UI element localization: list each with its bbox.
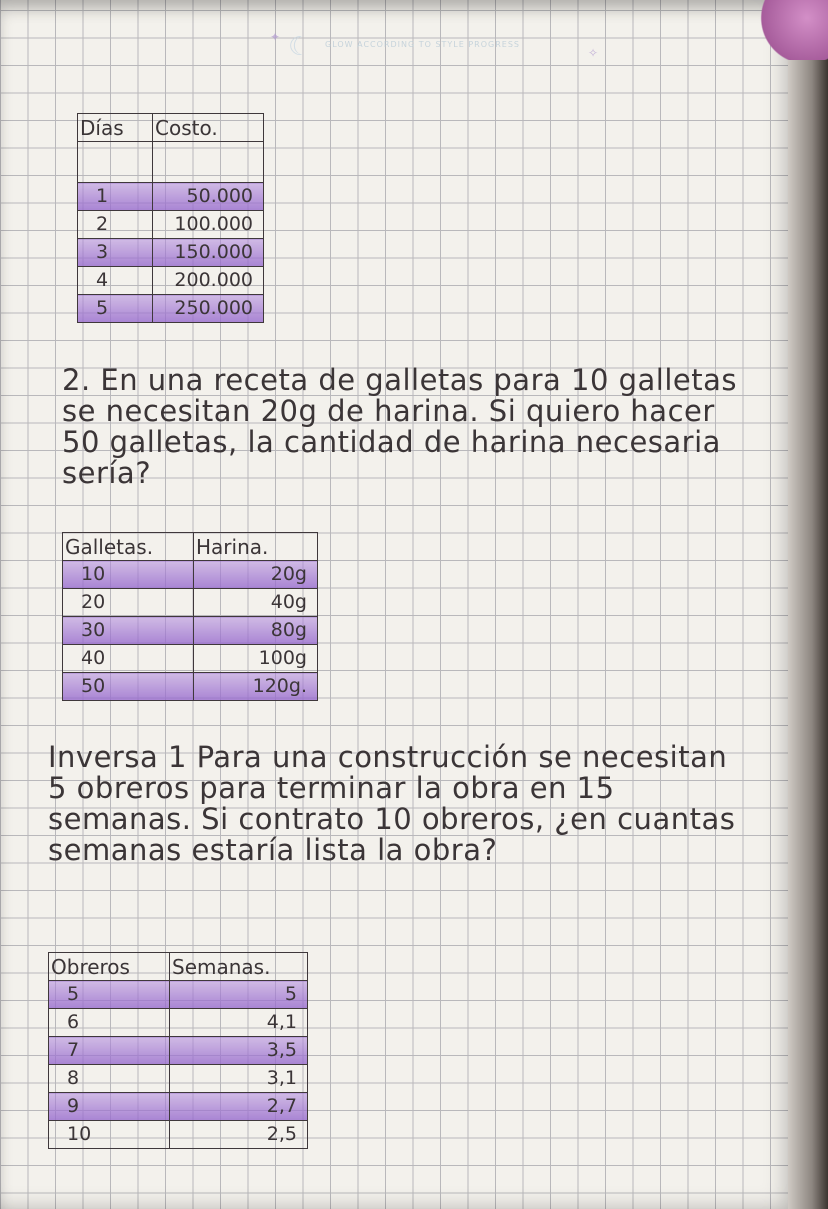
sparkle-icon: ✦ <box>270 30 282 44</box>
moon-icon: ☾ <box>288 32 313 62</box>
table-cell: 100.000 <box>153 211 264 239</box>
problem-line: se necesitan 20g de harina. Si quiero hacer <box>62 394 715 428</box>
problem-line: sería? <box>62 456 152 490</box>
table-cell: 100g <box>194 645 318 673</box>
table-cell: 120g. <box>194 673 318 701</box>
table-obreros-semanas <box>48 952 308 1149</box>
table-cell: 80g <box>194 617 318 645</box>
table-header-row <box>49 953 308 981</box>
problem-2-text <box>62 365 737 489</box>
table-row <box>49 1009 308 1037</box>
table-cell: 3 <box>78 239 153 267</box>
column-header-harina: Harina. <box>194 533 318 561</box>
table-cell: 8 <box>49 1065 170 1093</box>
problem-line: Inversa 1 Para una construcción se necesitan <box>48 740 728 774</box>
table-cell: 1 <box>78 183 153 211</box>
table-cell: 9 <box>49 1093 170 1121</box>
table-row <box>49 981 308 1009</box>
table-header-row <box>78 114 264 142</box>
star-icon: ✧ <box>588 46 600 60</box>
table-row <box>49 1065 308 1093</box>
column-header-obreros: Obreros <box>49 953 170 981</box>
table-cell: 20 <box>63 589 194 617</box>
table-cell: 6 <box>49 1009 170 1037</box>
table-dias-costo <box>77 113 264 323</box>
column-header-costo: Costo. <box>153 114 264 142</box>
table-row <box>78 267 264 295</box>
problem-line: semanas. Si contrato 10 obreros, ¿en cuantas <box>48 802 736 836</box>
table-row <box>63 561 318 589</box>
table-row <box>78 211 264 239</box>
table-cell: 10 <box>49 1121 170 1149</box>
table-row <box>49 1121 308 1149</box>
header-decoration-text: GLOW ACCORDING TO STYLE PROGRESS <box>325 40 521 49</box>
table-cell: 2 <box>78 211 153 239</box>
column-header-dias: Días <box>78 114 153 142</box>
table-cell: 150.000 <box>153 239 264 267</box>
table-cell: 20g <box>194 561 318 589</box>
column-header-semanas: Semanas. <box>170 953 308 981</box>
table-cell: 50.000 <box>153 183 264 211</box>
table-cell: 200.000 <box>153 267 264 295</box>
table-row <box>63 673 318 701</box>
notebook-pink-tab <box>758 0 828 60</box>
table-row <box>63 617 318 645</box>
table-cell: 5 <box>49 981 170 1009</box>
problem-line: 5 obreros para terminar la obra en 15 <box>48 771 615 805</box>
table-cell: 3,5 <box>170 1037 308 1065</box>
table-cell: 3,1 <box>170 1065 308 1093</box>
table-cell: 10 <box>63 561 194 589</box>
table-row <box>49 1093 308 1121</box>
table-cell: 4,1 <box>170 1009 308 1037</box>
problem-line: 2. En una receta de galletas para 10 galletas <box>62 363 737 397</box>
table-row <box>78 239 264 267</box>
table-cell: 2,5 <box>170 1121 308 1149</box>
page-header-decoration <box>270 28 600 68</box>
table-cell: 2,7 <box>170 1093 308 1121</box>
page-edge <box>788 0 828 1209</box>
table-header-row <box>63 533 318 561</box>
table-row <box>78 295 264 323</box>
problem-line: 50 galletas, la cantidad de harina necesaria <box>62 425 721 459</box>
problem-inversa-1-text <box>48 742 735 866</box>
table-cell: 7 <box>49 1037 170 1065</box>
problem-line: semanas estaría lista la obra? <box>48 833 498 867</box>
table-cell: 40g <box>194 589 318 617</box>
table-galletas-harina <box>62 532 318 701</box>
table-cell: 5 <box>78 295 153 323</box>
table-cell: 5 <box>170 981 308 1009</box>
table-blank-row <box>78 142 264 183</box>
table-row <box>63 645 318 673</box>
table-cell: 50 <box>63 673 194 701</box>
column-header-galletas: Galletas. <box>63 533 194 561</box>
table-cell: 250.000 <box>153 295 264 323</box>
table-row <box>49 1037 308 1065</box>
table-cell: 30 <box>63 617 194 645</box>
table-cell: 40 <box>63 645 194 673</box>
table-row <box>63 589 318 617</box>
table-row <box>78 183 264 211</box>
table-cell: 4 <box>78 267 153 295</box>
